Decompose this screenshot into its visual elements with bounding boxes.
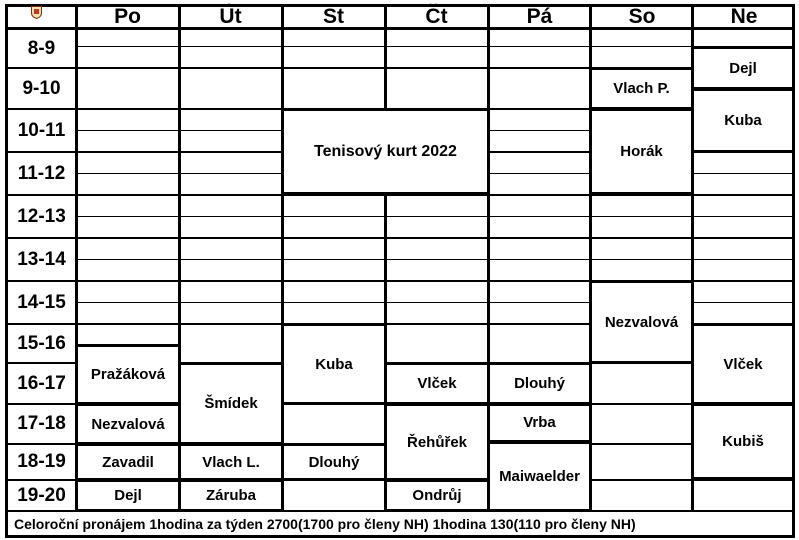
grid-hline (76, 259, 795, 260)
grid-hline (76, 216, 795, 217)
booking-ct-vlcek: Vlček (384, 362, 490, 405)
time-label: 12-13 (17, 205, 66, 227)
time-label: 16-17 (17, 372, 66, 394)
time-label: 15-16 (17, 332, 66, 354)
booking-ct-rehurek: Řehůřek (384, 403, 490, 481)
time-label: 13-14 (17, 248, 66, 270)
booking-ne-vlcek: Vlček (691, 323, 795, 405)
grid-hline (5, 237, 795, 239)
booking-pa-dlouhy: Dlouhý (487, 362, 592, 405)
pricing-footer: Celoroční pronájem 1hodina za týden 2700(1700 pro členy NH) 1hodina 130(110 pro členy NH) (14, 516, 636, 532)
booking-pa-vrba: Vrba (487, 403, 592, 443)
booking-ne-kuba: Kuba (691, 88, 795, 153)
booking-st-dlouhy: Dlouhý (281, 443, 387, 481)
day-header-po: Po (114, 5, 141, 28)
day-header-st: St (323, 5, 344, 28)
booking-so-vlach-p: Vlach P. (589, 67, 694, 110)
booking-ne-dejl: Dejl (691, 46, 795, 90)
day-header-ut: Út (219, 5, 242, 28)
booking-po-nezvalova: Nezvalová (75, 403, 181, 445)
grid-hline (76, 46, 795, 47)
booking-ut-zaruba: Záruba (178, 479, 284, 512)
booking-ct-ondruj: Ondrůj (384, 479, 490, 512)
booking-so-horak: Horák (589, 108, 694, 195)
time-label: 8-9 (27, 38, 56, 59)
day-header-ne: Ne (730, 5, 758, 28)
booking-pa-maiwaelder: Maiwaelder (487, 441, 592, 512)
title-block: Tenisový kurt 2022 (281, 108, 490, 195)
booking-po-zavadil: Zavadil (75, 443, 181, 481)
booking-po-dejl: Dejl (75, 479, 181, 512)
booking-ut-smidek: Šmídek (178, 362, 284, 445)
booking-po-prazakova: Pražáková (75, 344, 181, 405)
day-header-ct: Čt (425, 5, 448, 28)
time-label: 9-10 (22, 77, 61, 99)
booking-ut-vlach-l: Vlach L. (178, 443, 284, 481)
time-label: 19-20 (17, 484, 66, 506)
booking-ne-kubis: Kubiš (691, 403, 795, 480)
day-header-pa: Pá (526, 5, 553, 28)
time-label: 17-18 (17, 413, 66, 434)
time-label: 11-12 (17, 162, 66, 184)
time-label: 10-11 (17, 119, 66, 141)
booking-so-nezvalova: Nezvalová (589, 280, 694, 364)
time-label: 14-15 (17, 291, 66, 313)
day-header-so: So (628, 5, 656, 28)
time-label: 18-19 (17, 451, 66, 472)
booking-st-kuba: Kuba (281, 323, 387, 405)
